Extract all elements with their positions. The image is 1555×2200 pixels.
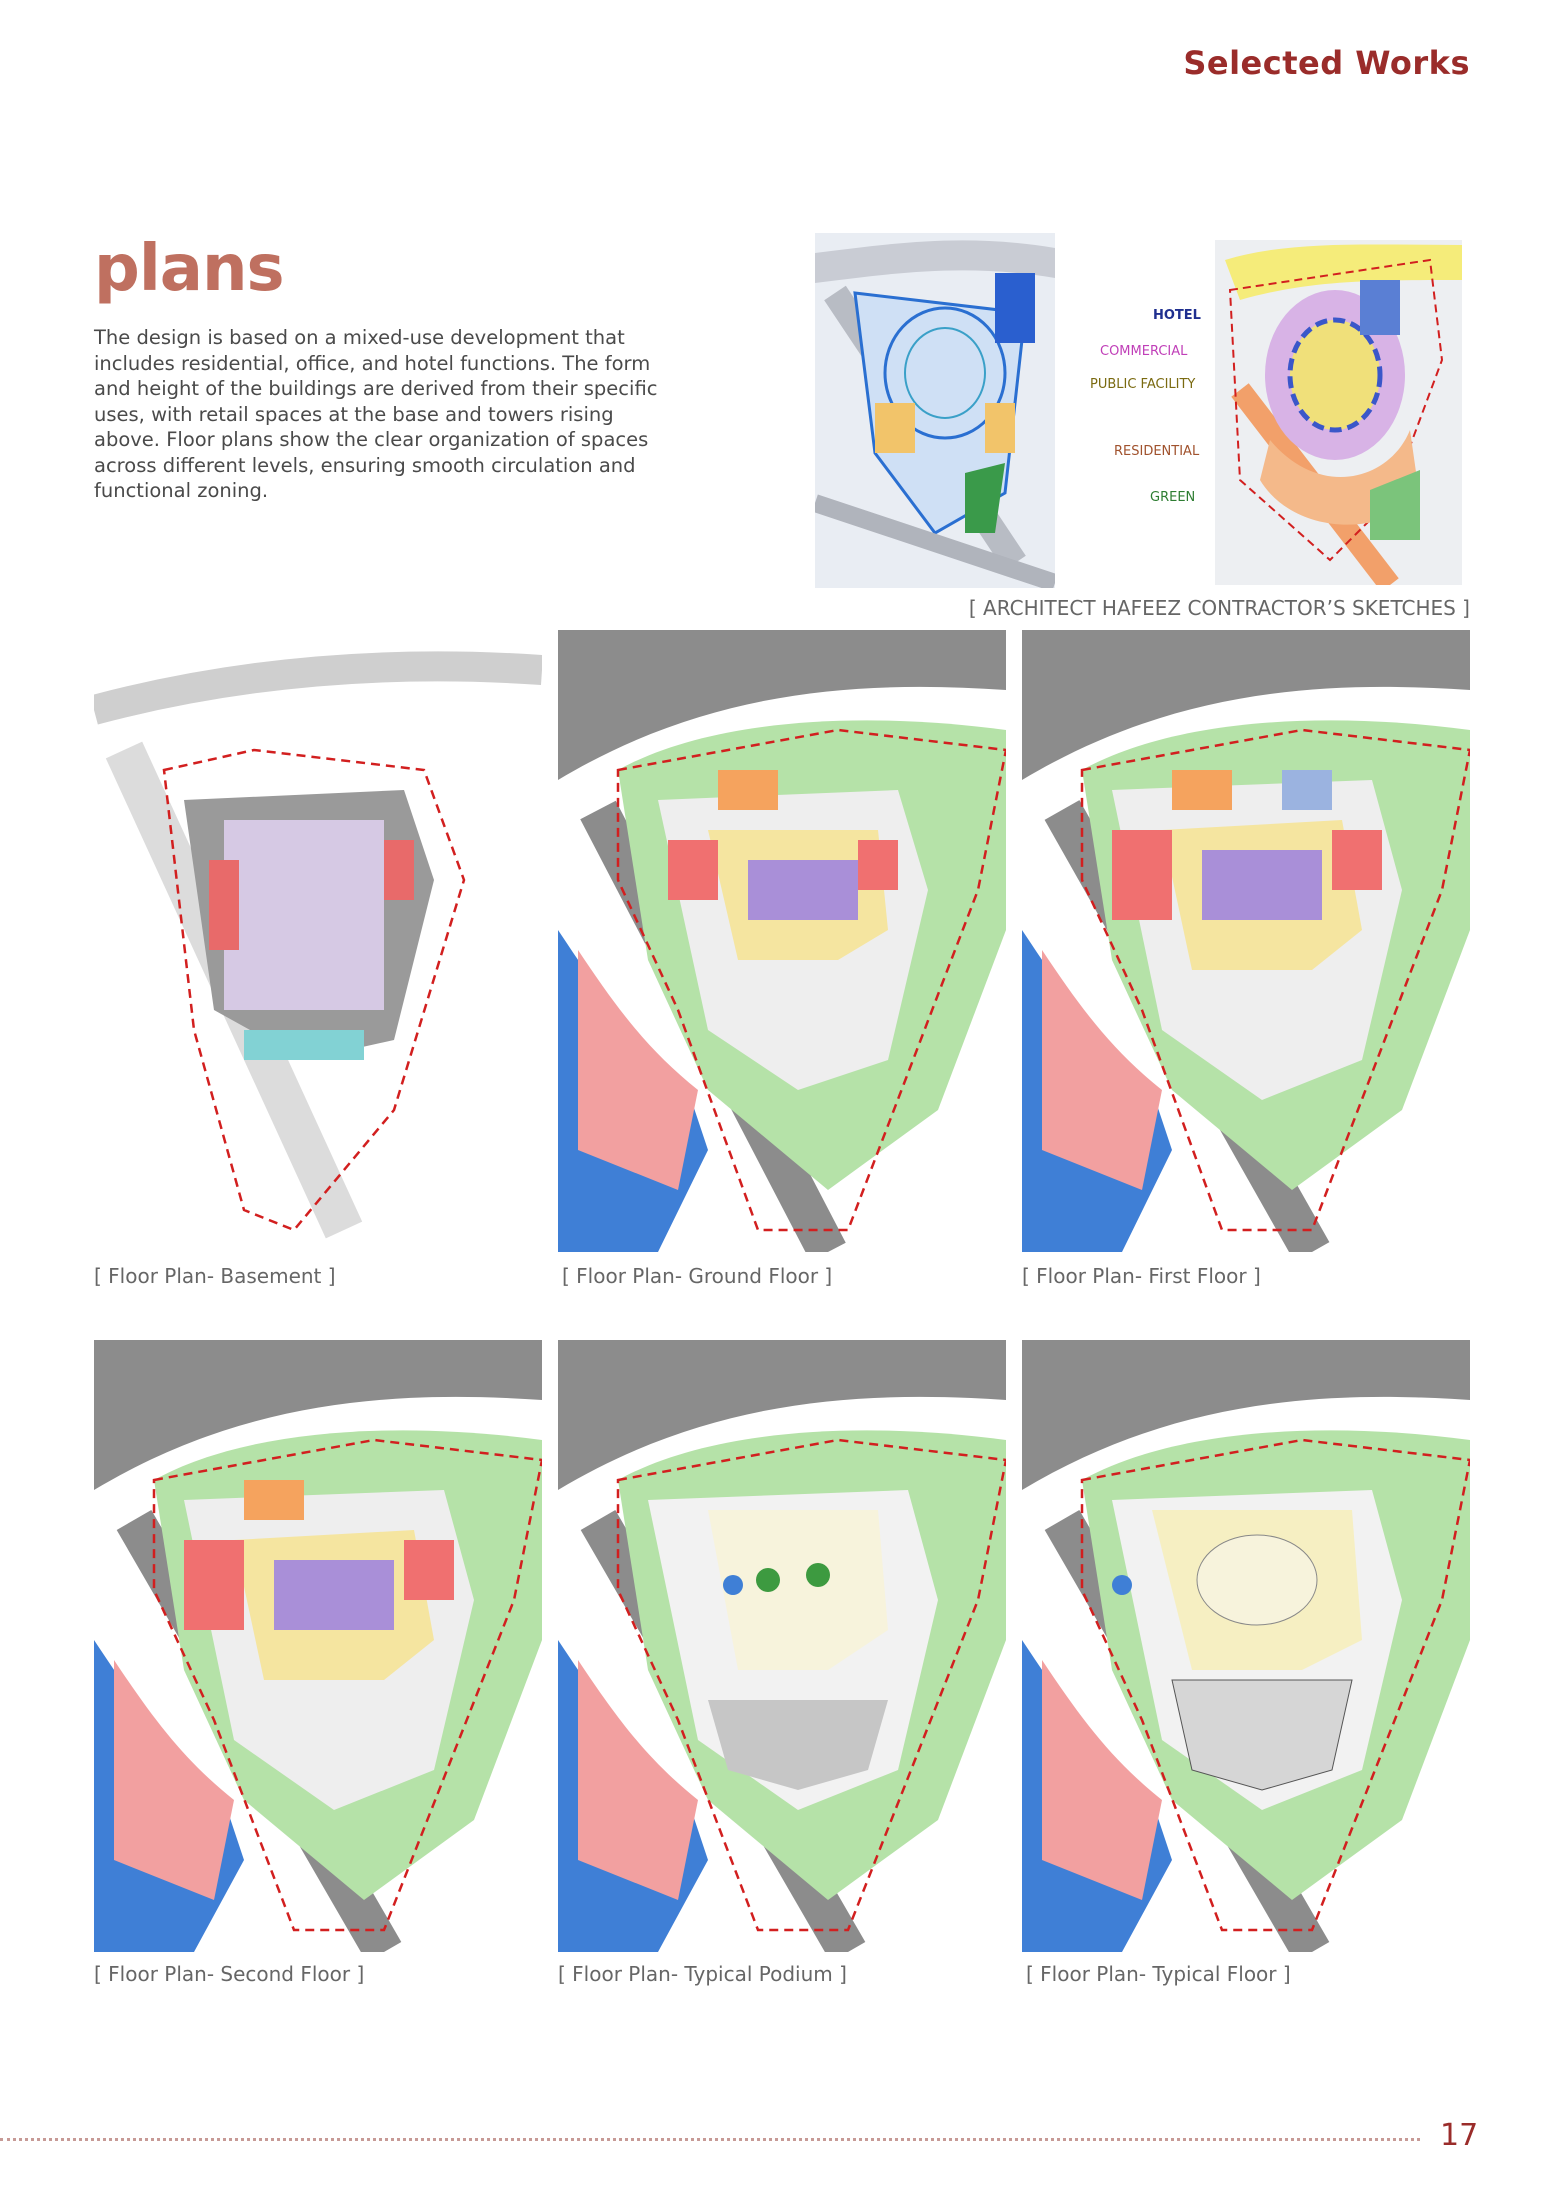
floor-plan-second-floor-image xyxy=(94,1340,542,1952)
floor-plan-ground-floor-image xyxy=(558,630,1006,1252)
floor-plan-first-floor-image xyxy=(1022,630,1470,1252)
footer-divider xyxy=(0,2138,1420,2141)
legend-green: GREEN xyxy=(1150,490,1196,505)
legend-residential: RESIDENTIAL xyxy=(1114,444,1200,459)
caption-ground-floor: [ Floor Plan- Ground Floor ] xyxy=(562,1264,833,1288)
caption-first-floor: [ Floor Plan- First Floor ] xyxy=(1022,1264,1261,1288)
caption-second-floor: [ Floor Plan- Second Floor ] xyxy=(94,1962,365,1986)
caption-typical-podium: [ Floor Plan- Typical Podium ] xyxy=(558,1962,847,1986)
legend-public-facility: PUBLIC FACILITY xyxy=(1090,377,1196,392)
page-number: 17 xyxy=(1440,2118,1479,2153)
sketch-zoning-image xyxy=(1090,240,1462,585)
legend-commercial: COMMERCIAL xyxy=(1100,344,1188,359)
caption-basement: [ Floor Plan- Basement ] xyxy=(94,1264,336,1288)
page-title: plans xyxy=(94,232,284,306)
sketch-massing-image xyxy=(815,233,1055,588)
legend-hotel: HOTEL xyxy=(1153,308,1201,323)
intro-paragraph: The design is based on a mixed-use development that includes residential, office, and hotel functions. The form and height of the buildings are derived from their specific uses, with retail spaces at the base and towers rising above. Floor plans show the clear organization of spaces across different levels, ensuring smooth circulation and functional zoning. xyxy=(94,326,658,502)
floor-plan-typical-floor-image xyxy=(1022,1340,1470,1952)
section-title: Selected Works xyxy=(1183,44,1470,82)
floor-plan-typical-podium-image xyxy=(558,1340,1006,1952)
floor-plan-basement-image xyxy=(94,630,542,1252)
sketch-caption: [ ARCHITECT HAFEEZ CONTRACTOR’S SKETCHES ] xyxy=(968,596,1470,620)
caption-typical-floor: [ Floor Plan- Typical Floor ] xyxy=(1026,1962,1291,1986)
